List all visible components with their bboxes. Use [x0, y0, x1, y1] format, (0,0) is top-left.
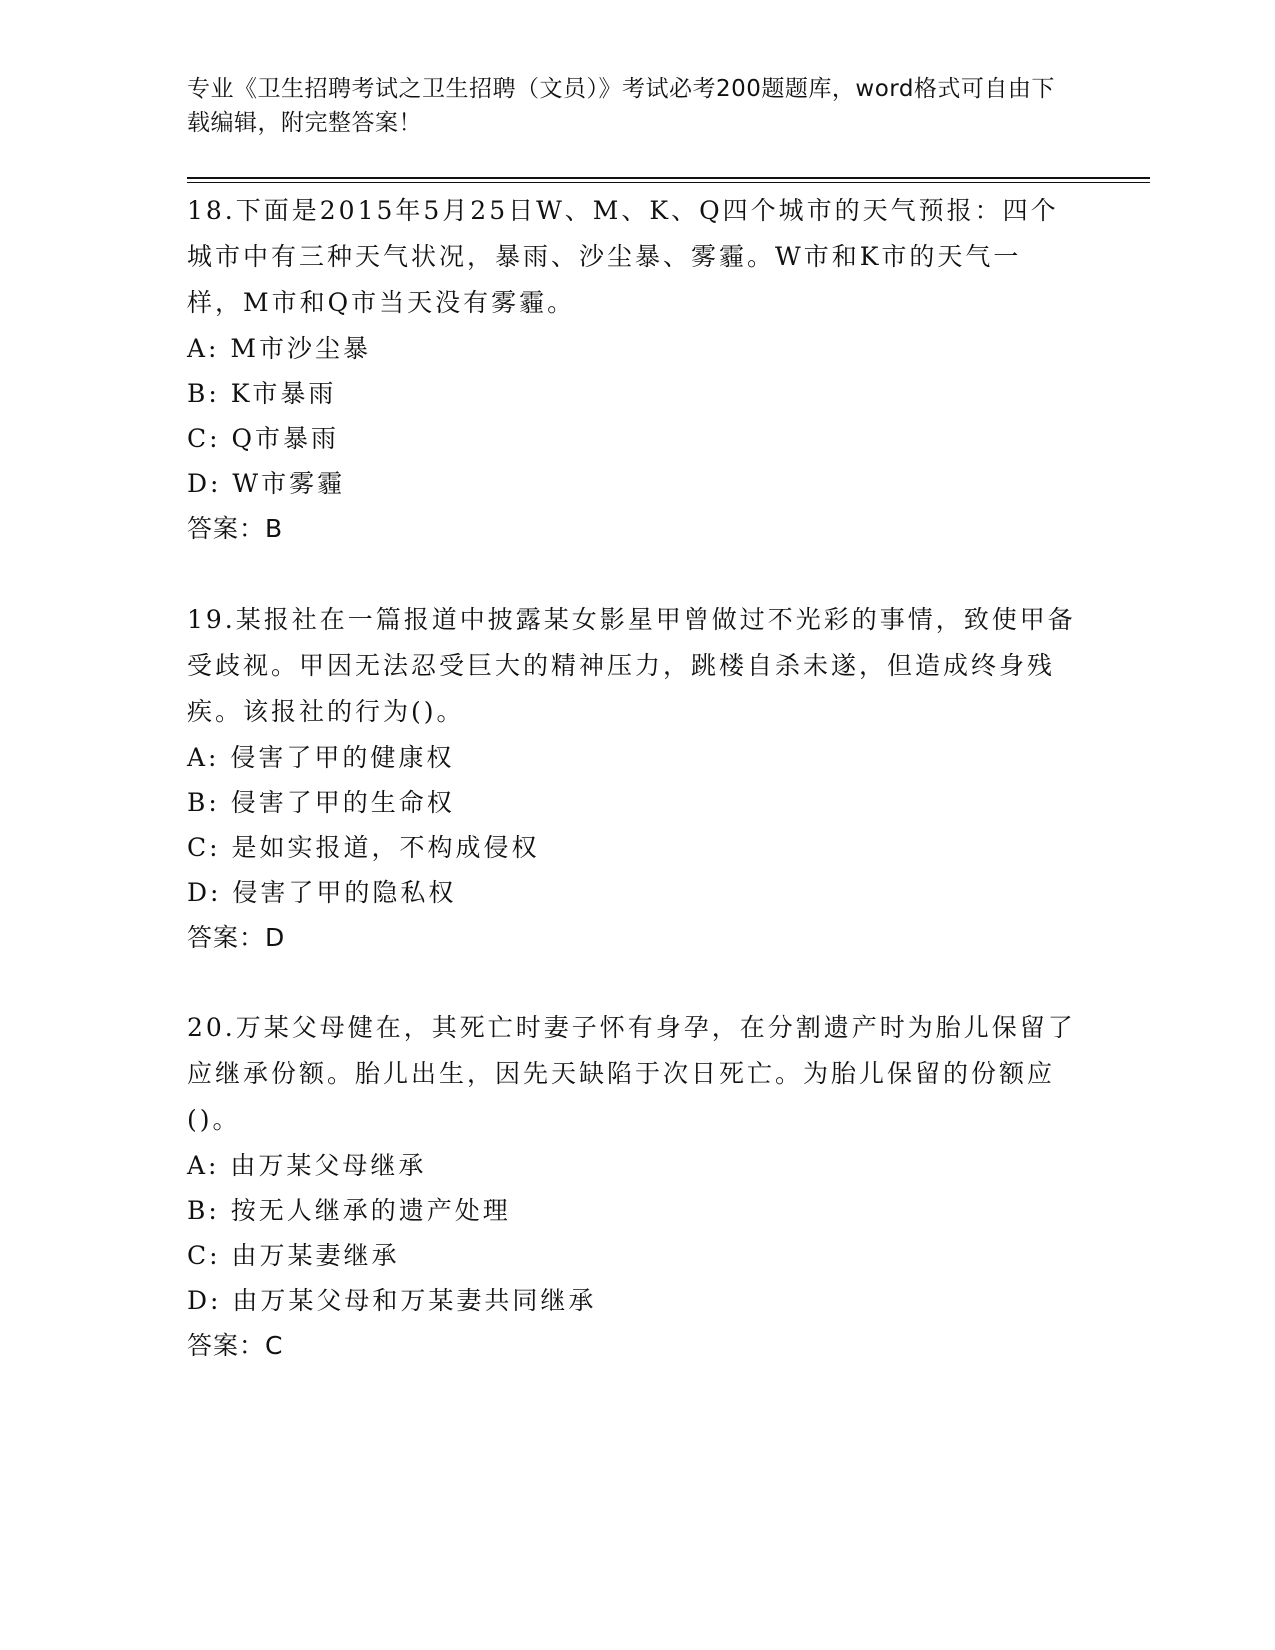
answer: 答案：B: [187, 514, 284, 543]
option-a: A: 由万某父母继承: [187, 1151, 427, 1180]
option-b: B: 侵害了甲的生命权: [187, 788, 455, 817]
question-stem: 20.万某父母健在，其死亡时妻子怀有身孕，在分割遗产时为胎儿保留了应继承份额。胎儿出生，因先天缺陷于次日死亡。为胎儿保留的份额应()。: [187, 1013, 1076, 1134]
option-d: D: 由万某父母和万某妻共同继承: [187, 1286, 597, 1315]
option-d: D: 侵害了甲的隐私权: [187, 878, 457, 907]
question-19: [187, 597, 1087, 961]
question-20: [187, 1005, 1087, 1369]
option-a: A: M市沙尘暴: [187, 334, 372, 363]
document-header: 专业《卫生招聘考试之卫生招聘（文员）》考试必考200题题库，word格式可自由下载编辑，附完整答案！: [187, 76, 1055, 136]
option-b: B: 按无人继承的遗产处理: [187, 1196, 511, 1225]
option-b: B: K市暴雨: [187, 379, 337, 408]
option-c: C: 是如实报道，不构成侵权: [187, 833, 540, 862]
option-d: D: W市雾霾: [187, 469, 346, 498]
answer: 答案：D: [187, 923, 286, 952]
answer: 答案：C: [187, 1331, 284, 1360]
question-stem: 18.下面是2015年5月25日W、M、K、Q四个城市的天气预报：四个城市中有三种天气状况，暴雨、沙尘暴、雾霾。W市和K市的天气一样，M市和Q市当天没有雾霾。: [187, 196, 1059, 317]
option-c: C: 由万某妻继承: [187, 1241, 400, 1270]
question-18: [187, 188, 1087, 552]
header-divider-thick: [187, 177, 1150, 179]
option-a: A: 侵害了甲的健康权: [187, 743, 455, 772]
header-divider-thin: [187, 182, 1150, 183]
question-stem: 19.某报社在一篇报道中披露某女影星甲曾做过不光彩的事情，致使甲备受歧视。甲因无法忍受巨大的精神压力，跳楼自杀未遂，但造成终身残疾。该报社的行为()。: [187, 605, 1076, 726]
option-c: C: Q市暴雨: [187, 424, 339, 453]
